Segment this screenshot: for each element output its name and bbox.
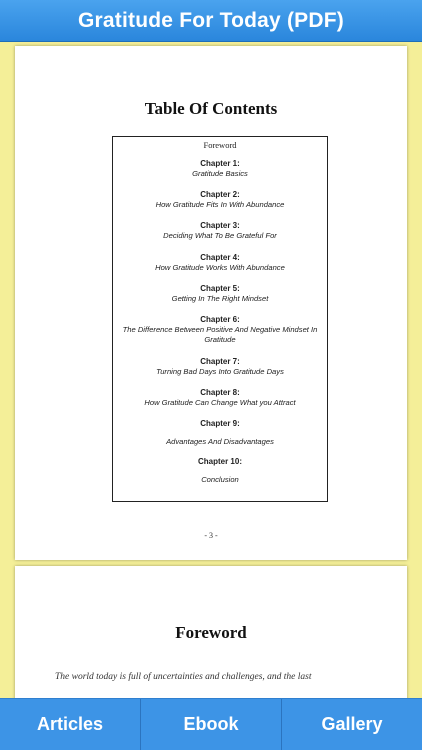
toc-entry — [117, 388, 323, 408]
tab-articles[interactable]: Articles — [0, 699, 141, 750]
toc-entry — [117, 457, 323, 485]
toc-chapter-label: Chapter 8: — [200, 388, 240, 397]
toc-foreword: Foreword — [203, 140, 237, 150]
toc-chapter-title: How Gratitude Works With Abundance — [155, 263, 285, 272]
foreword-body-text: The world today is full of uncertainties and challenges, and the last — [55, 672, 312, 682]
tab-gallery[interactable]: Gallery — [321, 714, 383, 734]
toc-chapter-title: Turning Bad Days Into Gratitude Days — [156, 367, 284, 376]
tab-bar — [0, 698, 422, 750]
tab-ebook[interactable]: Ebook — [141, 699, 282, 750]
toc-chapter-label: Chapter 2: — [200, 190, 240, 199]
toc-chapter-label: Chapter 9: — [200, 419, 240, 428]
toc-chapter-title: Conclusion — [201, 475, 239, 484]
toc-chapter-title: Deciding What To Be Grateful For — [163, 231, 277, 240]
toc-entry — [117, 315, 323, 345]
page-number: - 3 - — [204, 531, 218, 540]
toc-heading: Table Of Contents — [144, 99, 278, 118]
toc-entry — [117, 190, 323, 210]
toc-chapter-label: Chapter 6: — [200, 315, 240, 324]
toc-chapter-label: Chapter 10: — [197, 457, 242, 466]
toc-entry — [117, 253, 323, 273]
toc-box — [112, 136, 328, 502]
toc-chapter-title: How Gratitude Can Change What you Attract — [144, 398, 296, 407]
toc-entry — [117, 419, 323, 447]
pdf-page-table-of-contents — [15, 46, 407, 560]
toc-chapter-label: Chapter 5: — [200, 284, 240, 293]
toc-entry — [117, 159, 323, 179]
toc-entry — [117, 221, 323, 241]
toc-chapter-title: The Difference Between Positive And Negative Mindset In Gratitude — [122, 325, 318, 344]
foreword-heading: Foreword — [175, 623, 247, 642]
toc-chapter-title: Gratitude Basics — [192, 169, 248, 178]
toc-chapter-label: Chapter 7: — [200, 357, 240, 366]
toc-chapter-title: Getting In The Right Mindset — [171, 294, 269, 303]
toc-chapter-label: Chapter 3: — [200, 221, 240, 230]
toc-chapter-title: Advantages And Disadvantages — [166, 437, 274, 446]
toc-entry — [117, 357, 323, 377]
toc-chapter-title: How Gratitude Fits In With Abundance — [155, 200, 285, 209]
app-title: Gratitude For Today (PDF) — [78, 8, 344, 32]
toc-entry — [117, 284, 323, 304]
navigation-bar — [0, 0, 422, 42]
pdf-viewer[interactable] — [0, 42, 422, 698]
toc-chapter-label: Chapter 4: — [200, 253, 240, 262]
toc-chapter-label: Chapter 1: — [200, 159, 240, 168]
pdf-page-foreword — [15, 566, 407, 698]
